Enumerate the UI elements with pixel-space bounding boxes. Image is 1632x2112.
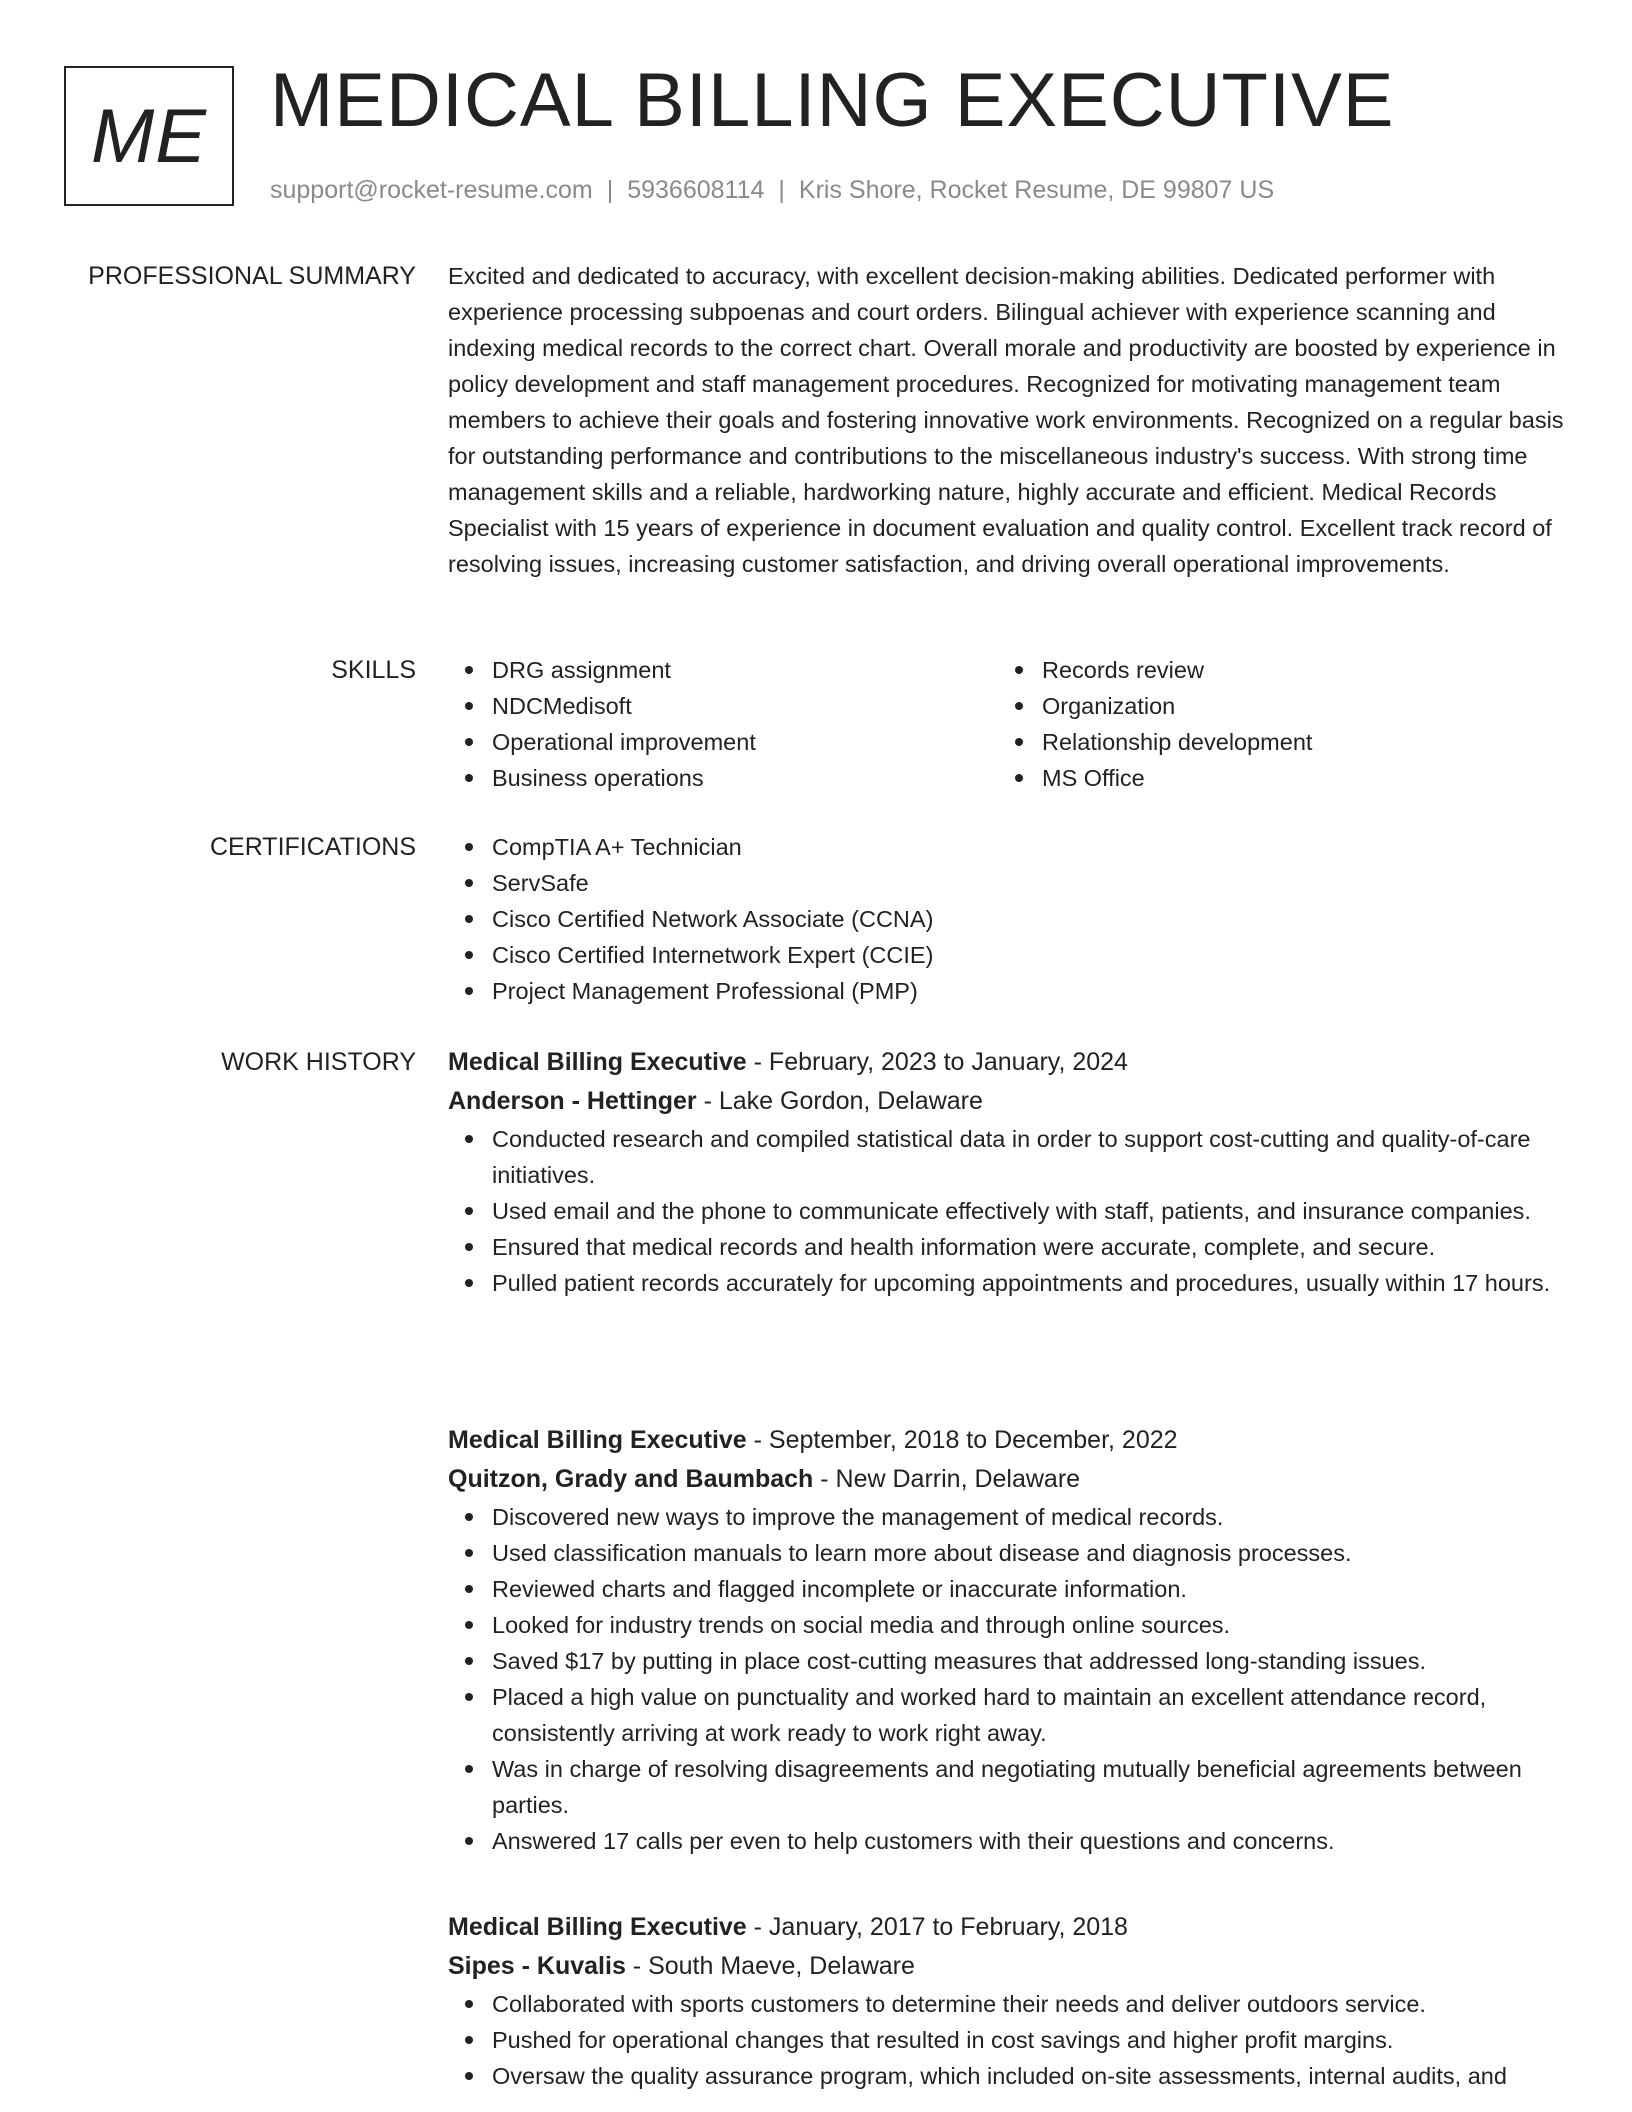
certification-item: Cisco Certified Internetwork Expert (CCIE) [492, 937, 1564, 973]
skills-column-left [448, 652, 998, 796]
job-duty-item: Oversaw the quality assurance program, which included on-site assessments, internal audits, and [492, 2058, 1564, 2094]
summary-label: PROFESSIONAL SUMMARY [88, 262, 416, 290]
job-duty-item: Answered 17 calls per even to help customers with their questions and concerns. [492, 1823, 1564, 1859]
contact-separator: | [606, 176, 614, 204]
job-dates: - January, 2017 to February, 2018 [746, 1913, 1128, 1941]
job-title: Medical Billing Executive [448, 1426, 747, 1454]
summary-text: Excited and dedicated to accuracy, with excellent decision-making abilities. Dedicated performer with experience processing subpoenas and court orders. Bilingual achiever with experience scanning and indexing medical records to the correct chart. Overall morale and productivity are boosted by experience in policy development and staff management procedures. Recognized for motivating management team members to achieve their goals and fostering innovative work environments. Recognized on a regular basis for outstanding performance and contributions to the miscellaneous industry's success. With strong time management skills and a reliable, hardworking nature, highly accurate and efficient. Medical Records Specialist with 15 years of experience in document evaluation and quality control. Excellent track record of resolving issues, increasing customer satisfaction, and driving overall operational improvements. [448, 263, 1564, 577]
job-duty-item: Pushed for operational changes that resulted in cost savings and higher profit margins. [492, 2022, 1564, 2058]
job-duty-item: Saved $17 by putting in place cost-cutting measures that addressed long-standing issues. [492, 1643, 1564, 1679]
monogram-initials: ME [91, 93, 207, 179]
skill-item: Operational improvement [492, 724, 998, 760]
job-dates: - September, 2018 to December, 2022 [746, 1426, 1178, 1454]
job-title-line [448, 1908, 1564, 1947]
skill-item: Organization [1042, 688, 1548, 724]
job-title: Medical Billing Executive [448, 1913, 747, 1941]
job-company-line [448, 1460, 1564, 1499]
job-duty-item: Reviewed charts and flagged incomplete or inaccurate information. [492, 1571, 1564, 1607]
skills-grid [448, 652, 1564, 796]
certifications-section [448, 829, 1564, 1009]
job-duty-item: Ensured that medical records and health information were accurate, complete, and secure. [492, 1229, 1564, 1265]
job-duty-item: Was in charge of resolving disagreements and negotiating mutually beneficial agreements between parties. [492, 1751, 1564, 1823]
resume-name: MEDICAL BILLING EXECUTIVE [270, 58, 1395, 143]
contact-phone[interactable]: 5936608114 [627, 176, 765, 204]
job-title-line [448, 1421, 1564, 1460]
skills-list-left [448, 652, 998, 796]
job-duty-item: Conducted research and compiled statistical data in order to support cost-cutting and quality-of-care initiatives. [492, 1121, 1564, 1193]
skill-item: Business operations [492, 760, 998, 796]
job-duties-list [448, 1121, 1564, 1301]
job-duties-list [448, 1499, 1564, 1859]
job-entry [448, 1043, 1564, 1301]
certification-item: CompTIA A+ Technician [492, 829, 1564, 865]
job-company-line [448, 1947, 1564, 1986]
job-location: - Lake Gordon, Delaware [696, 1087, 983, 1115]
certification-item: Cisco Certified Network Associate (CCNA) [492, 901, 1564, 937]
skill-item: MS Office [1042, 760, 1548, 796]
job-location: - South Maeve, Delaware [625, 1952, 915, 1980]
job-duty-item: Used email and the phone to communicate effectively with staff, patients, and insurance companies. [492, 1193, 1564, 1229]
skills-column-right [998, 652, 1548, 796]
skills-list-right [998, 652, 1548, 796]
skill-item: DRG assignment [492, 652, 998, 688]
certifications-label: CERTIFICATIONS [209, 833, 416, 861]
summary-section [448, 258, 1564, 582]
job-duty-item: Collaborated with sports customers to determine their needs and deliver outdoors service. [492, 1986, 1564, 2022]
job-dates: - February, 2023 to January, 2024 [746, 1048, 1128, 1076]
job-duty-item: Used classification manuals to learn more about disease and diagnosis processes. [492, 1535, 1564, 1571]
job-location: - New Darrin, Delaware [813, 1465, 1081, 1493]
job-duty-item: Pulled patient records accurately for upcoming appointments and procedures, usually within 17 hours. [492, 1265, 1564, 1301]
work-history-label: WORK HISTORY [221, 1048, 416, 1076]
certifications-list [448, 829, 1564, 1009]
job-company: Anderson - Hettinger [448, 1087, 697, 1115]
job-entry [448, 1908, 1564, 2094]
skill-item: Records review [1042, 652, 1548, 688]
contact-address: Kris Shore, Rocket Resume, DE 99807 US [798, 176, 1275, 204]
skills-label: SKILLS [331, 656, 416, 684]
certification-item: Project Management Professional (PMP) [492, 973, 1564, 1009]
job-company-line [448, 1082, 1564, 1121]
job-company: Sipes - Kuvalis [448, 1952, 626, 1980]
contact-separator: | [778, 176, 785, 204]
job-entry [448, 1421, 1564, 1859]
job-title-line [448, 1043, 1564, 1082]
monogram-box [64, 66, 234, 206]
job-duty-item: Discovered new ways to improve the management of medical records. [492, 1499, 1564, 1535]
contact-line [270, 174, 1274, 206]
skill-item: Relationship development [1042, 724, 1548, 760]
job-company: Quitzon, Grady and Baumbach [448, 1465, 814, 1493]
contact-email[interactable]: support@rocket-resume.com [270, 176, 593, 204]
skill-item: NDCMedisoft [492, 688, 998, 724]
job-title: Medical Billing Executive [448, 1048, 747, 1076]
job-duty-item: Looked for industry trends on social media and through online sources. [492, 1607, 1564, 1643]
job-duties-list [448, 1986, 1564, 2094]
skills-section [448, 652, 1564, 796]
job-duty-item: Placed a high value on punctuality and worked hard to maintain an excellent attendance record, consistently arriving at work ready to work right away. [492, 1679, 1564, 1751]
certification-item: ServSafe [492, 865, 1564, 901]
